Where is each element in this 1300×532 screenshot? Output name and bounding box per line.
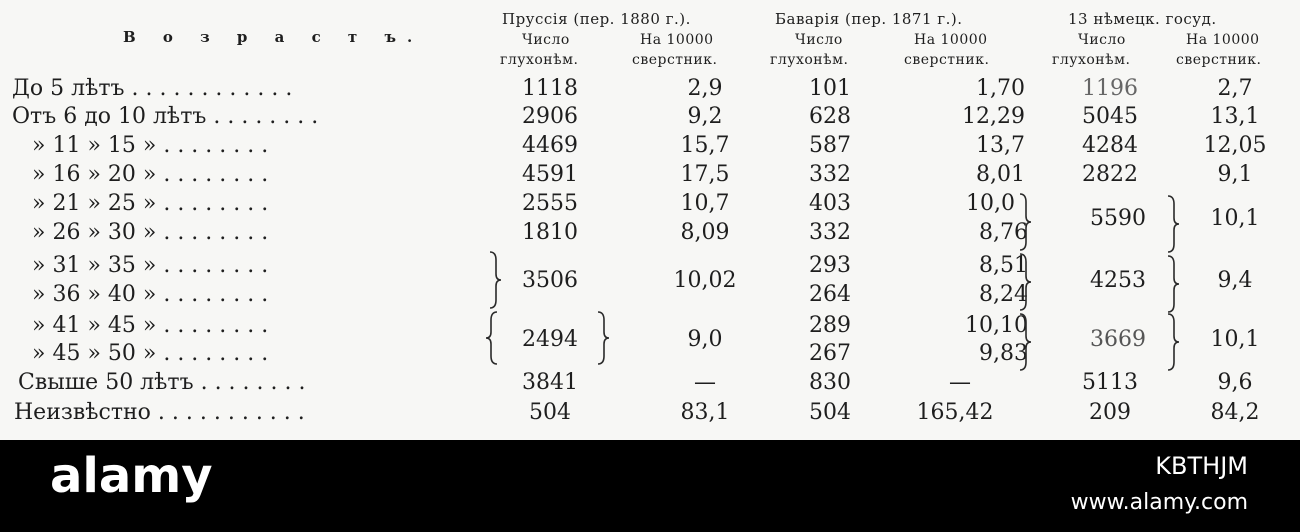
- alamy-logo: alamy: [50, 448, 213, 504]
- bavaria-count-cell: 628: [809, 104, 851, 129]
- brace-bavaria-31-40: [1020, 254, 1031, 310]
- german-rate-sublabel: сверстник.: [1176, 52, 1262, 68]
- prussia-rate-cell: 2,9: [687, 76, 723, 101]
- brace-german-41-50: [1168, 314, 1179, 370]
- german-count-cell: 5113: [1082, 370, 1138, 395]
- german-rate-merged-21-30: 10,1: [1210, 206, 1260, 231]
- brace-prussia-41-50-left: [486, 312, 497, 364]
- german-count-merged-21-30: 5590: [1090, 206, 1146, 231]
- german-count-label: Число: [1078, 32, 1126, 48]
- bavaria-rate-cell: 9,83: [979, 341, 1028, 366]
- bavaria-rate-cell: 1,70: [976, 76, 1025, 101]
- german-count-sublabel: глухонѣм.: [1052, 52, 1131, 68]
- prussia-count-cell: 504: [529, 400, 571, 425]
- bavaria-rate-cell: 10,0: [966, 191, 1015, 216]
- german-rate-cell: 2,7: [1217, 76, 1253, 101]
- bavaria-header: Баварія (пер. 1871 г.).: [775, 10, 963, 28]
- bavaria-count-cell: 587: [809, 133, 851, 158]
- german-count-cell: 209: [1089, 400, 1131, 425]
- german-count-cell: 5045: [1082, 104, 1138, 129]
- age-column-title: В о з р а с т ъ.: [123, 28, 424, 46]
- bavaria-rate-cell: 8,01: [976, 162, 1025, 187]
- prussia-rate-cell: 10,7: [680, 191, 730, 216]
- row-label: » 16 » 20 » . . . . . . . .: [32, 162, 269, 187]
- german-rate-cell: 9,6: [1217, 370, 1253, 395]
- bavaria-count-sublabel: глухонѣм.: [770, 52, 849, 68]
- bavaria-count-cell: 264: [809, 282, 851, 307]
- german-states-header: 13 нѣмецк. госуд.: [1068, 10, 1217, 28]
- prussia-count-cell: 1810: [522, 220, 578, 245]
- row-label: » 41 » 45 » . . . . . . . .: [32, 313, 269, 338]
- row-label: Свыше 50 лѣтъ . . . . . . . .: [18, 370, 306, 395]
- prussia-rate-cell: —: [694, 370, 716, 395]
- prussia-rate-cell: 9,2: [687, 104, 723, 129]
- bavaria-rate-cell: 13,7: [976, 133, 1025, 158]
- bavaria-rate-label: На 10000: [914, 32, 988, 48]
- bavaria-count-cell: 101: [809, 76, 851, 101]
- image-id: KBTHJM: [1155, 452, 1248, 480]
- row-label: » 21 » 25 » . . . . . . . .: [32, 191, 269, 216]
- row-label: » 31 » 35 » . . . . . . . .: [32, 253, 269, 278]
- brace-prussia-41-50-right: [598, 312, 609, 364]
- bavaria-rate-cell: —: [949, 370, 971, 395]
- german-count-cell: 1196: [1082, 76, 1138, 101]
- prussia-rate-cell: 83,1: [680, 400, 730, 425]
- german-rate-cell: 84,2: [1210, 400, 1260, 425]
- bavaria-rate-cell: 12,29: [962, 104, 1025, 129]
- row-label: » 11 » 15 » . . . . . . . .: [32, 133, 269, 158]
- bavaria-count-cell: 830: [809, 370, 851, 395]
- site-url: www.alamy.com: [1070, 490, 1248, 515]
- bavaria-count-cell: 332: [809, 220, 851, 245]
- brace-prussia-31-40: [490, 252, 501, 308]
- german-rate-cell: 12,05: [1203, 133, 1267, 158]
- prussia-count-cell: 2906: [522, 104, 578, 129]
- bavaria-rate-sublabel: сверстник.: [904, 52, 990, 68]
- prussia-rate-cell: 15,7: [680, 133, 730, 158]
- bavaria-rate-cell: 8,51: [979, 253, 1028, 278]
- prussia-header: Пруссія (пер. 1880 г.).: [502, 10, 691, 28]
- german-rate-label: На 10000: [1186, 32, 1260, 48]
- brace-bavaria-21-30: [1020, 194, 1031, 250]
- german-count-cell: 4284: [1082, 133, 1138, 158]
- row-label: » 36 » 40 » . . . . . . . .: [32, 282, 269, 307]
- prussia-rate-label: На 10000: [640, 32, 714, 48]
- prussia-count-cell: 1118: [522, 76, 578, 101]
- bavaria-rate-cell: 8,24: [979, 282, 1028, 307]
- german-rate-merged-41-50: 10,1: [1210, 327, 1260, 352]
- prussia-rate-merged-31-40: 10,02: [673, 268, 737, 293]
- prussia-rate-cell: 17,5: [680, 162, 730, 187]
- row-label: Неизвѣстно . . . . . . . . . . .: [14, 400, 305, 425]
- row-label: Отъ 6 до 10 лѣтъ . . . . . . . .: [12, 104, 319, 129]
- german-rate-cell: 9,1: [1217, 162, 1253, 187]
- bavaria-count-cell: 332: [809, 162, 851, 187]
- prussia-rate-cell: 8,09: [680, 220, 730, 245]
- brace-german-21-30: [1168, 196, 1179, 252]
- prussia-count-merged-41-50: 2494: [522, 327, 578, 352]
- bavaria-count-cell: 267: [809, 341, 851, 366]
- prussia-rate-sublabel: сверстник.: [632, 52, 718, 68]
- prussia-rate-merged-41-50: 9,0: [687, 327, 723, 352]
- bavaria-count-label: Число: [795, 32, 843, 48]
- prussia-count-sublabel: глухонѣм.: [500, 52, 579, 68]
- bavaria-rate-cell: 8,76: [979, 220, 1028, 245]
- brace-bavaria-41-50: [1020, 314, 1031, 370]
- bavaria-count-cell: 504: [809, 400, 851, 425]
- prussia-count-cell: 4591: [522, 162, 578, 187]
- bavaria-count-cell: 403: [809, 191, 851, 216]
- bavaria-rate-cell: 165,42: [916, 400, 994, 425]
- german-count-merged-41-50: 3669: [1090, 327, 1146, 352]
- prussia-count-cell: 4469: [522, 133, 578, 158]
- german-rate-merged-31-40: 9,4: [1217, 268, 1253, 293]
- row-label: » 26 » 30 » . . . . . . . .: [32, 220, 269, 245]
- german-rate-cell: 13,1: [1210, 104, 1260, 129]
- row-label: До 5 лѣтъ . . . . . . . . . . . .: [12, 76, 293, 101]
- prussia-count-cell: 2555: [522, 191, 578, 216]
- row-label: » 45 » 50 » . . . . . . . .: [32, 341, 269, 366]
- prussia-count-cell: 3841: [522, 370, 578, 395]
- prussia-count-label: Число: [522, 32, 570, 48]
- bavaria-count-cell: 293: [809, 253, 851, 278]
- german-count-merged-31-40: 4253: [1090, 268, 1146, 293]
- bavaria-rate-cell: 10,10: [965, 313, 1028, 338]
- german-count-cell: 2822: [1082, 162, 1138, 187]
- brace-german-31-40: [1168, 256, 1179, 312]
- prussia-count-merged-31-40: 3506: [522, 268, 578, 293]
- bavaria-count-cell: 289: [809, 313, 851, 338]
